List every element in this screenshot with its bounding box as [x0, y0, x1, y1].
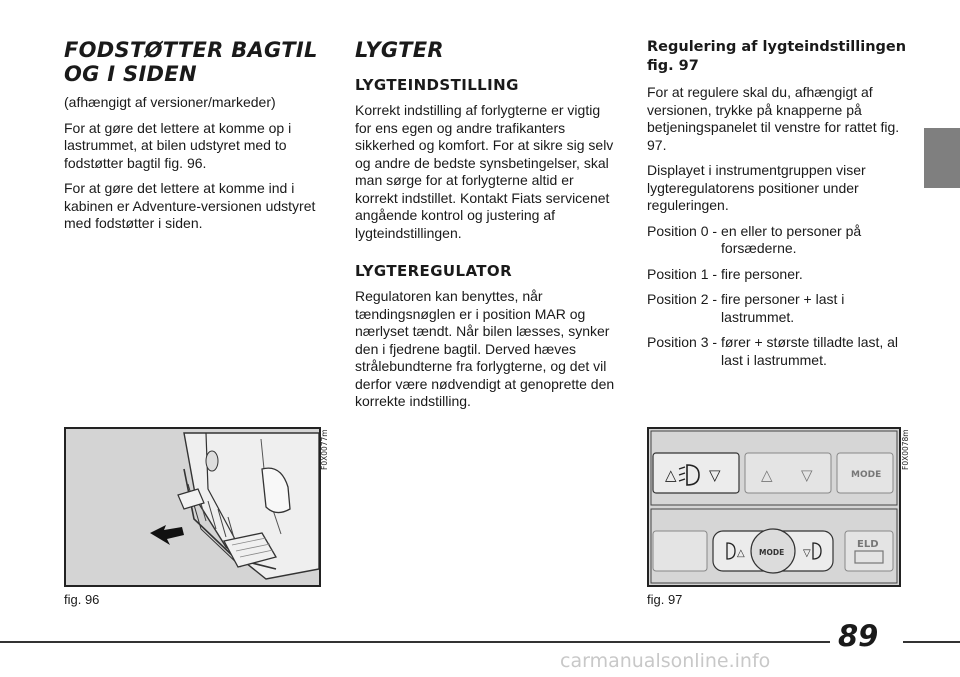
adjustment-paragraph-1: For at regulere skal du, afhængigt af versionen, trykke på knapperne på betjeningspanelet til venstre for rattet fig. 97. [647, 84, 900, 153]
headlight-regulator-text: Regulatoren kan benyttes, når tændingsnøglen er i position MAR og nærlyset tændt. Når bilen læsses, synker den i fjedrene bagtil. Derved hæves strålebundterne fra forlygterne, og det vil derfor være nødvendigt at genoprette den korrekte indstilling. [355, 288, 615, 409]
position-item [647, 291, 909, 326]
headlight-down-symbol: ▽ [709, 466, 721, 484]
position-text: fører + største tilladte last, al last i lastrummet. [721, 334, 899, 368]
headlight-alignment-text: Korrekt indstilling af forlygterne er vigtig for ens egen og andre trafikanters sikkerhed og komfort. For at sikre sig selv og andre de bedste synsbetingelser, skal man sørge for at forlygterne altid er korrekt indstillet. Kontakt Fiats servicenet angående kontrol og justering af lygteindstillingen. [355, 102, 614, 241]
footrests-title-line2: OG I SIDEN [64, 62, 197, 86]
position-label: Position 2 - [647, 291, 718, 307]
page-number: 89 [838, 619, 879, 653]
adjustment-heading: Regulering af lygteindstillingen fig. 97 [647, 39, 907, 74]
footer-rule-left [0, 641, 830, 643]
position-label: Position 3 - [647, 334, 718, 350]
up-arrow-icon: △ [761, 466, 773, 484]
position-item [647, 266, 909, 284]
column-footrests [64, 38, 326, 241]
position-text: en eller to personer på forsæderne. [721, 222, 862, 256]
figure-96-rear-footrests [64, 427, 321, 587]
figure-97-control-panel [647, 427, 901, 587]
figure-96-caption: fig. 96 [64, 592, 100, 607]
position-label: Position 0 - [647, 222, 718, 239]
position-text: fire personer + last i lastrummet. [721, 291, 845, 325]
figure-97-code: F0X0078m [901, 429, 910, 470]
footrests-title [64, 38, 326, 86]
chapter-tab [924, 128, 960, 188]
light-up-symbol: △ [737, 548, 745, 559]
position-label: Position 1 - [647, 265, 718, 282]
column-adjustment [647, 38, 909, 377]
headlight-alignment-heading: LYGTEINDSTILLING [355, 76, 519, 94]
figure-97-caption: fig. 97 [647, 592, 683, 607]
footrests-subtitle: (afhængigt af versioner/markeder) [64, 94, 276, 110]
control-panel-illustration [649, 429, 899, 585]
footrests-title-line1: FODSTØTTER BAGTIL [64, 38, 318, 62]
eld-label: ELD [857, 539, 879, 550]
position-item [647, 223, 909, 258]
rear-footrest-illustration [66, 429, 319, 585]
column-lights [355, 38, 620, 419]
figure-96-code: F0X0077m [320, 429, 329, 470]
footrests-paragraph-2: For at gøre det lettere at komme ind i kabinen er Adventure-versionen udstyret med fodstøtter i siden. [64, 180, 316, 231]
mode-center-label: MODE [759, 548, 785, 557]
footer-rule-right [903, 641, 960, 643]
adjustment-paragraph-2: Displayet i instrumentgruppen viser lygteregulatorens positioner under reguleringen. [647, 162, 866, 213]
headlight-regulator-heading: LYGTEREGULATOR [355, 262, 513, 280]
position-text: fire personer. [721, 265, 803, 282]
watermark: carmanualsonline.info [560, 650, 771, 672]
mode-button-label: MODE [851, 470, 882, 480]
headlight-up-symbol: △ [665, 466, 677, 484]
down-arrow-icon: ▽ [801, 466, 813, 484]
footrests-paragraph-1: For at gøre det lettere at komme op i lastrummet, at bilen udstyret med to fodstøtter bagtil fig. 96. [64, 119, 292, 171]
light-down-symbol: ▽ [803, 548, 811, 559]
position-item [647, 334, 909, 369]
lights-title: LYGTER [355, 38, 444, 62]
